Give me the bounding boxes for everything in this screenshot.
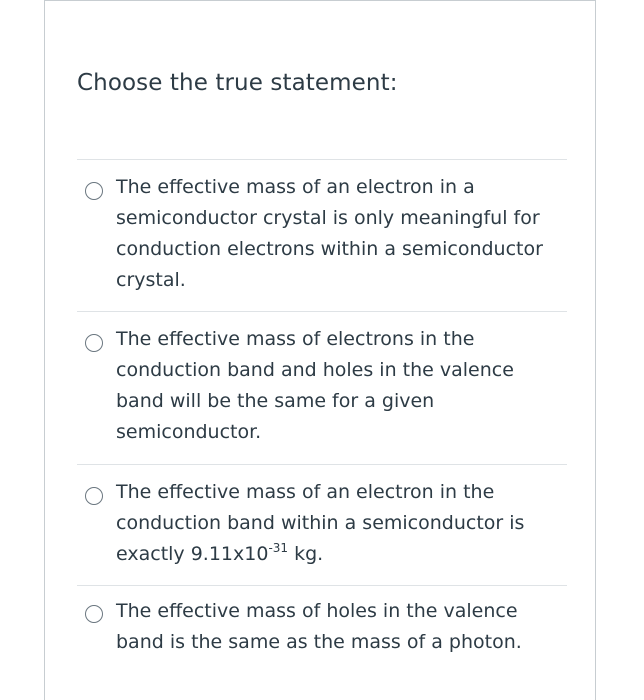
answer-option-2[interactable] [77, 311, 567, 464]
answer-option-1[interactable] [77, 159, 567, 311]
answer-option-label: The effective mass of an electron in a semiconductor crystal is only meaningful for conduction electrons within a semiconductor crystal. [116, 176, 543, 291]
answer-option-label: The effective mass of electrons in the conduction band and holes in the valence band will be the same for a given semiconductor. [116, 328, 514, 443]
answer-option-text: The effective mass of an electron in the conduction band within a semiconductor is exactly 9.11x10 [116, 481, 525, 565]
radio-unselected-icon[interactable] [85, 487, 103, 505]
radio-unselected-icon[interactable] [85, 605, 103, 623]
question-prompt: Choose the true statement: [77, 70, 398, 96]
radio-unselected-icon[interactable] [85, 182, 103, 200]
answer-option-label [116, 477, 556, 570]
answer-option-4[interactable] [77, 585, 567, 700]
answer-option-exponent: -31 [268, 541, 289, 555]
quiz-question-card [44, 0, 596, 700]
answer-option-3[interactable] [77, 464, 567, 585]
answer-option-unit: kg. [288, 543, 324, 565]
answer-option-label: The effective mass of holes in the valence band is the same as the mass of a photon. [116, 600, 522, 653]
radio-unselected-icon[interactable] [85, 334, 103, 352]
